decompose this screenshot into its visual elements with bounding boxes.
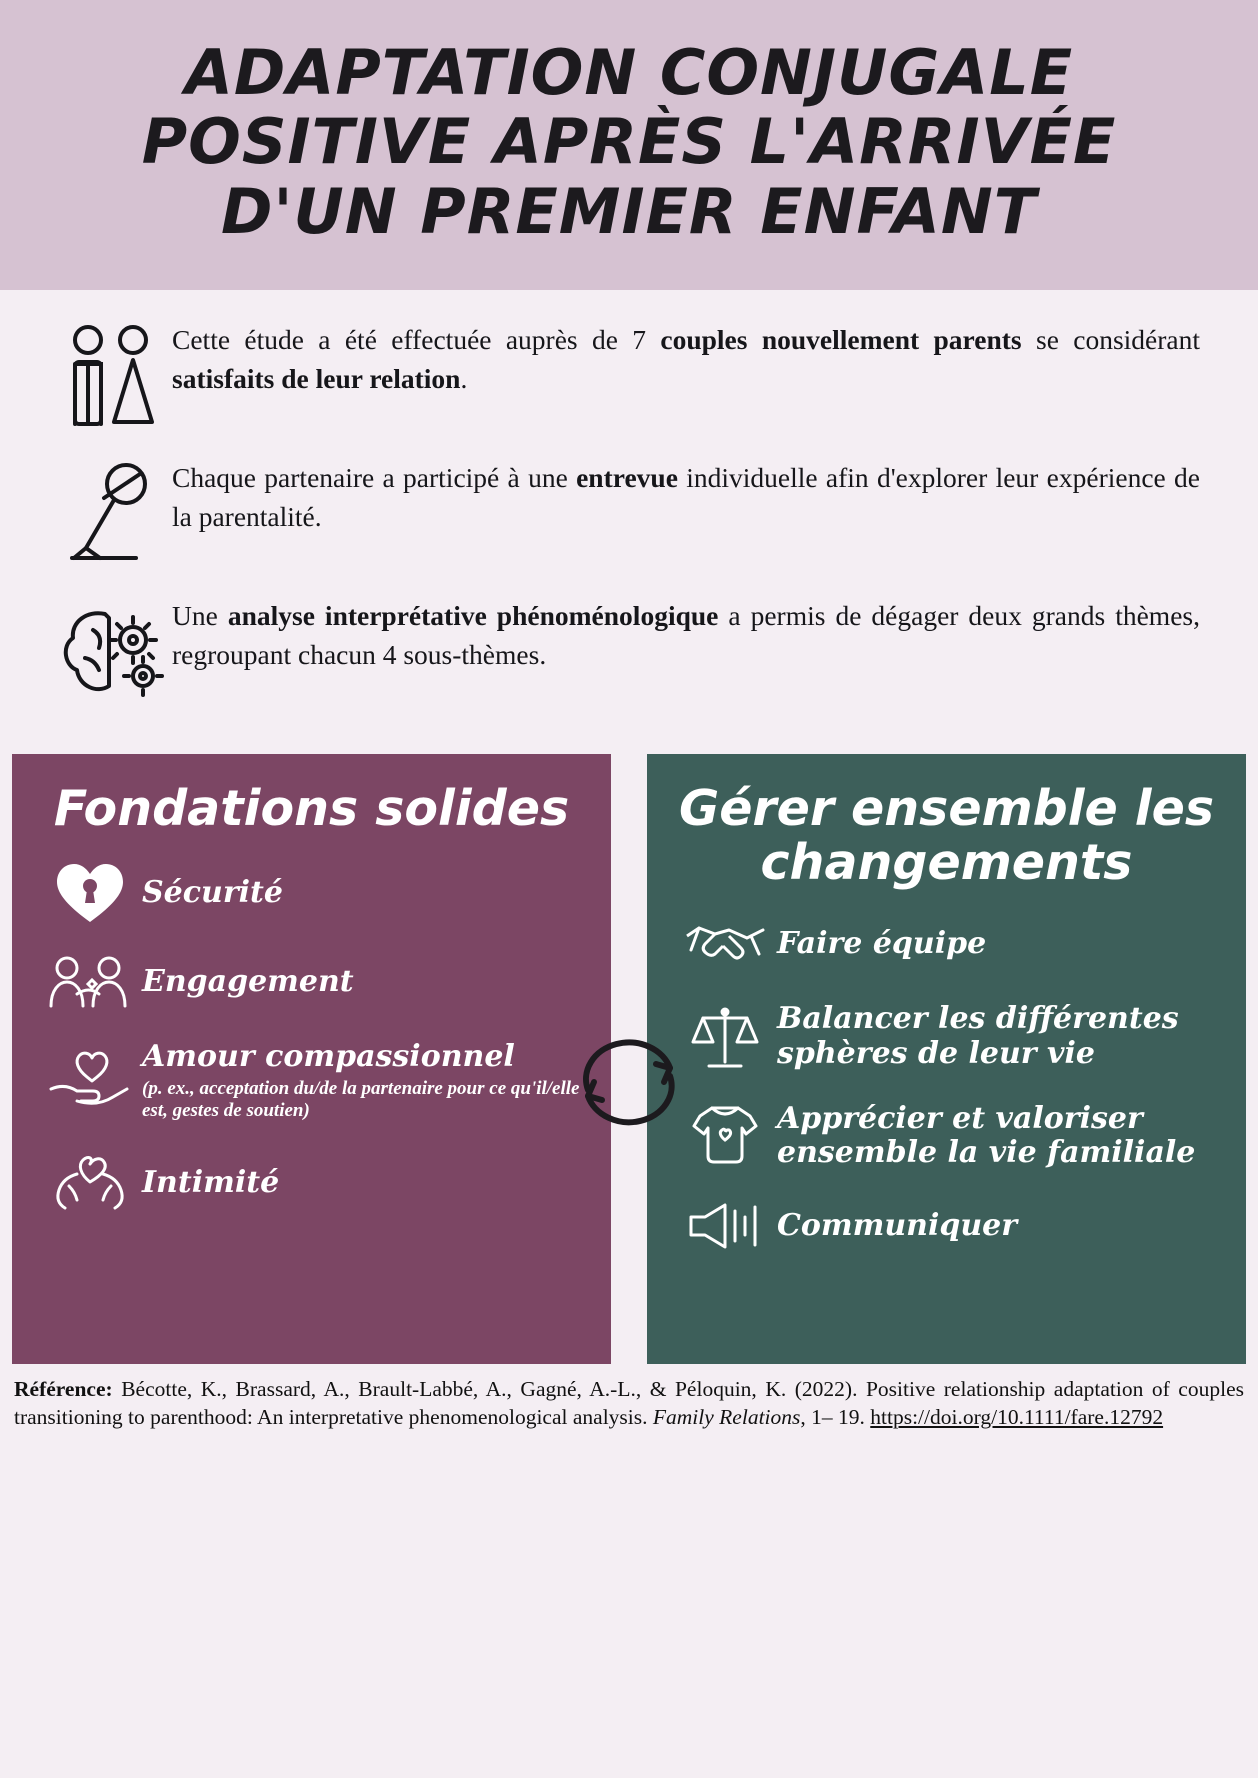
handshake-icon bbox=[673, 916, 777, 972]
intro-section bbox=[0, 290, 1258, 742]
balance-scale-icon bbox=[673, 1004, 777, 1070]
list-item-label: Sécurité bbox=[142, 874, 283, 910]
list-item-label: Balancer les différentes sphères de leur vie bbox=[777, 1001, 1179, 1071]
panel-title: Gérer ensemble les changements bbox=[678, 780, 1214, 892]
list-item bbox=[673, 916, 1220, 972]
circular-arrows-icon bbox=[574, 1034, 684, 1130]
reference-label: Référence: bbox=[14, 1377, 113, 1402]
brain-gears-icon bbox=[52, 596, 172, 704]
intro-bullet bbox=[52, 458, 1206, 566]
intro-bullet-text: Cette étude a été effectuée auprès de 7 couples nouvellement parents se considérant satisfaits de leur relation. bbox=[172, 324, 1201, 395]
list-item bbox=[673, 1102, 1220, 1172]
panel-gerer-ensemble-les-changements bbox=[647, 754, 1246, 1364]
panel-title: Fondations solides bbox=[53, 780, 570, 838]
list-item-label: Communiquer bbox=[777, 1207, 1018, 1243]
intro-bullet bbox=[52, 320, 1206, 428]
list-item-label: Faire équipe bbox=[777, 925, 987, 961]
megaphone-icon bbox=[673, 1201, 777, 1251]
intro-bullet-text: Chaque partenaire a participé à une entrevue individuelle afin d'explorer leur expérience de la parentalité. bbox=[172, 462, 1200, 533]
heart-hand-icon bbox=[38, 1049, 142, 1113]
microphone-icon bbox=[52, 458, 172, 566]
list-item-sublabel: (p. ex., acceptation du/de la partenaire pour ce qu'il/elle est, gestes de soutien) bbox=[142, 1078, 580, 1122]
panel-fondations-solides bbox=[12, 754, 611, 1364]
list-item bbox=[673, 1201, 1220, 1251]
intro-bullet bbox=[52, 596, 1206, 704]
list-item-label: Engagement bbox=[142, 963, 354, 999]
list-item bbox=[38, 954, 585, 1010]
list-item bbox=[38, 1152, 585, 1214]
list-item bbox=[673, 1002, 1220, 1072]
hands-heart-icon bbox=[38, 1152, 142, 1214]
reference-block: Référence: Bécotte, K., Brassard, A., Brault-Labbé, A., Gagné, A.-L., & Péloquin, K. (2022). Positive relationship adaptation of couples transitioning to parenthood: An interpretative phenomenological analysis. Family Relations, 1– 19. https://doi.org/10.1111/fare.12792 bbox=[14, 1377, 1244, 1429]
list-item-text-block bbox=[142, 1040, 585, 1122]
poster-header bbox=[0, 0, 1258, 290]
reference-journal: Family Relations bbox=[652, 1404, 801, 1429]
list-item-label: Amour compassionnel bbox=[142, 1039, 515, 1075]
page-title: ADAPTATION CONJUGALE POSITIVE APRÈS L'ARRIVÉE D'UN PREMIER ENFANT bbox=[141, 36, 1117, 248]
heart-lock-icon bbox=[38, 862, 142, 924]
list-item bbox=[38, 1040, 585, 1122]
baby-onesie-icon bbox=[673, 1104, 777, 1168]
intro-bullet-text: Une analyse interprétative phénoménologique a permis de dégager deux grands thèmes, regroupant chacun 4 sous-thèmes. bbox=[172, 600, 1200, 671]
list-item-label: Intimité bbox=[142, 1164, 280, 1200]
themes-section bbox=[0, 742, 1258, 1364]
couple-hug-icon bbox=[38, 954, 142, 1010]
two-people-icon bbox=[52, 320, 172, 428]
list-item-label: Apprécier et valoriser ensemble la vie familiale bbox=[777, 1100, 1196, 1171]
reference-doi-link[interactable]: https://doi.org/10.1111/fare.12792 bbox=[870, 1404, 1164, 1429]
list-item bbox=[38, 862, 585, 924]
